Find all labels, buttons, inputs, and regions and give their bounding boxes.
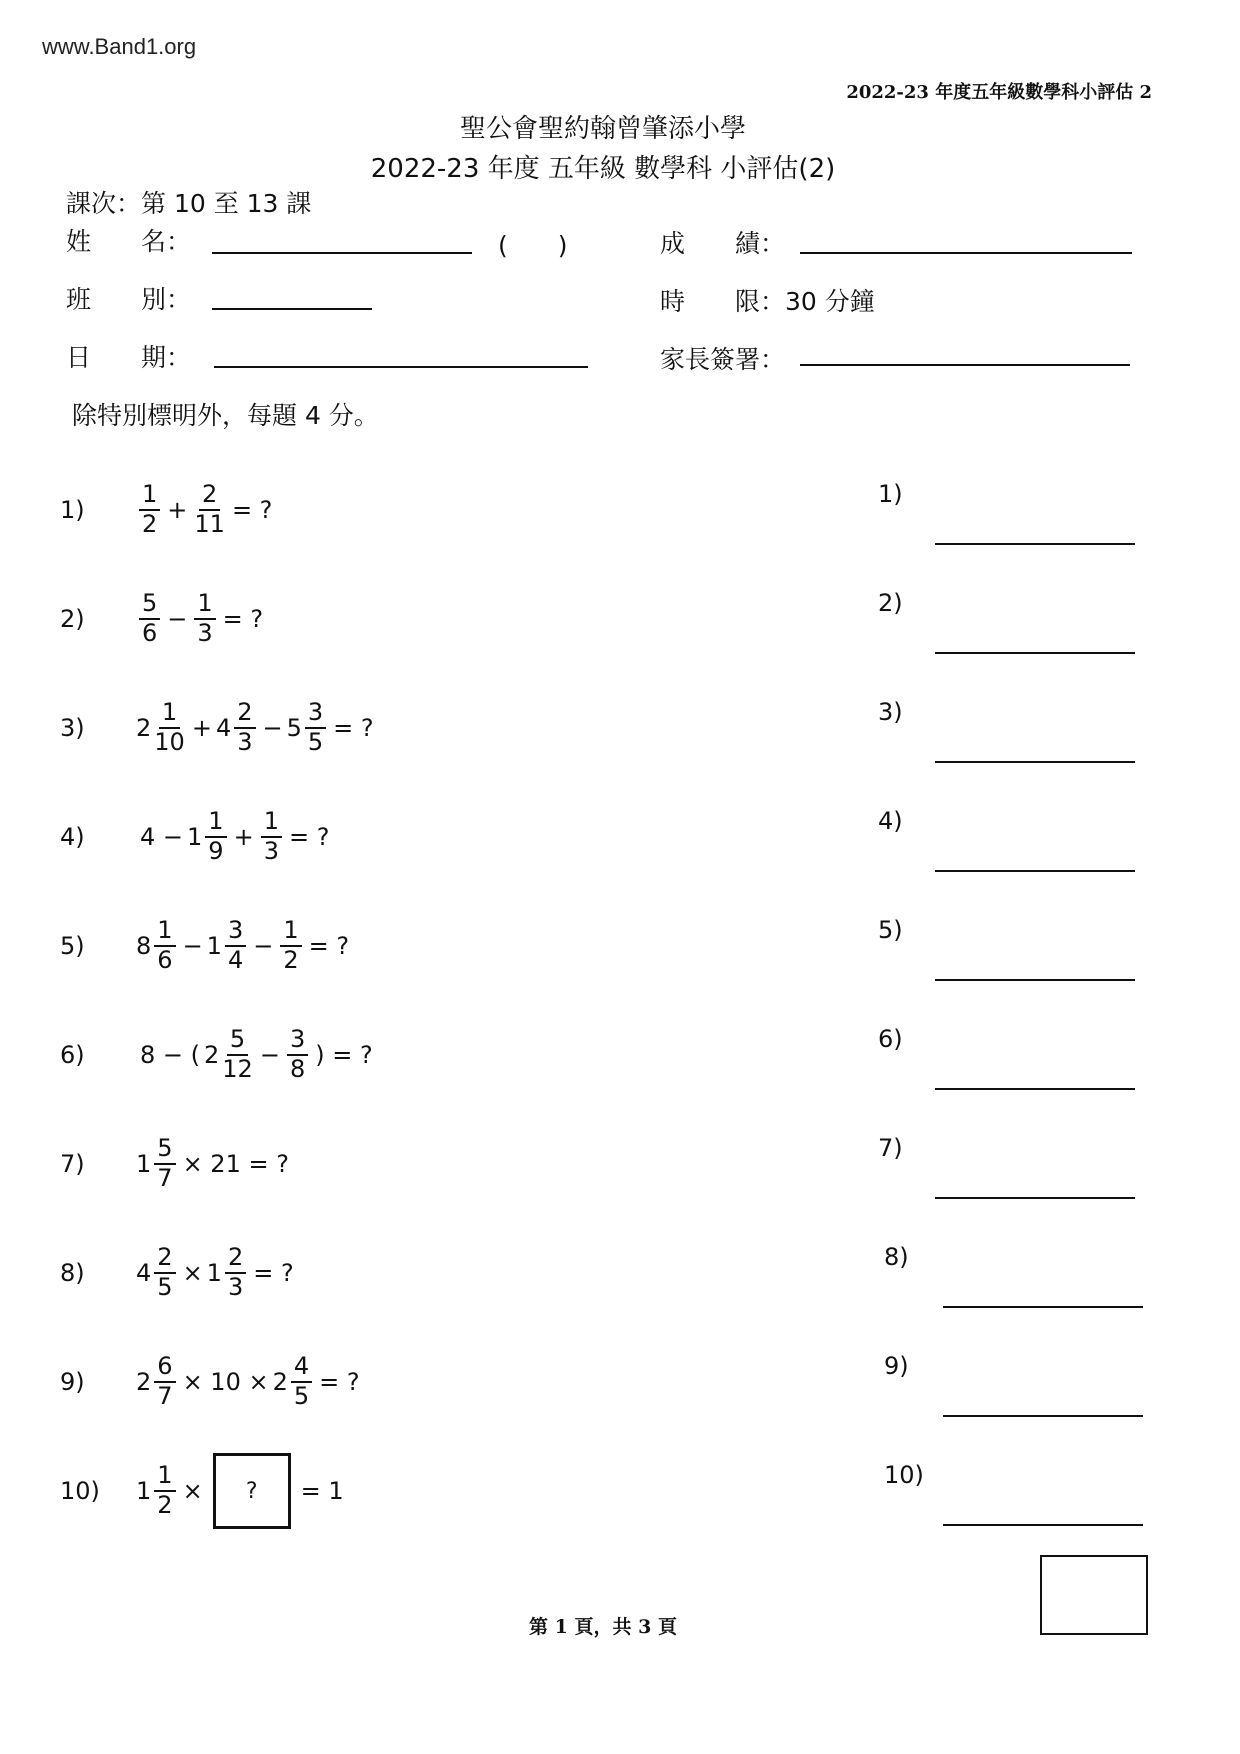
question-8 [60, 1233, 298, 1313]
numerator: 1 [159, 699, 180, 729]
answer-number: 10) [884, 1461, 924, 1489]
question-10 [60, 1451, 348, 1531]
school-name: 聖公會聖約翰曾肇添小學 [459, 114, 746, 144]
expression [136, 917, 353, 974]
denominator: 9 [208, 837, 224, 865]
mixed-number [273, 1353, 316, 1410]
fraction-stack [287, 1026, 308, 1083]
answer-number: 8) [884, 1243, 909, 1271]
operator: − [167, 605, 188, 633]
question-7 [60, 1124, 293, 1204]
numerator: 3 [305, 699, 326, 729]
fraction-stack [305, 699, 326, 756]
lessons: 課次：第 10 至 13 課 [66, 189, 312, 218]
denominator: 5 [157, 1273, 173, 1301]
numerator: 2 [199, 481, 220, 511]
denominator: 10 [154, 728, 185, 756]
numerator: 1 [139, 481, 160, 511]
denominator: 6 [142, 619, 158, 647]
fraction-stack [280, 917, 301, 974]
denominator: 4 [227, 946, 244, 974]
denominator: 2 [283, 946, 299, 974]
question-number: 7) [60, 1150, 85, 1178]
operator: 4 − [140, 823, 184, 851]
whole-part: 5 [286, 714, 302, 742]
operator: = ? [288, 823, 330, 851]
operator: = ? [222, 605, 264, 633]
whole-part: 2 [136, 1368, 152, 1396]
question-number: 10) [60, 1477, 100, 1505]
fraction-stack [154, 1353, 175, 1410]
answer-box[interactable]: ? [213, 1453, 291, 1529]
fraction-stack [154, 699, 185, 756]
fraction-stack [194, 590, 215, 647]
fraction-stack [261, 808, 282, 865]
operator: × 10 × [182, 1368, 269, 1396]
operator: 8 − ( [140, 1041, 200, 1069]
class-field[interactable] [212, 308, 372, 310]
whole-part: 1 [206, 932, 222, 960]
question-number: 6) [60, 1041, 85, 1069]
numerator: 1 [194, 590, 215, 620]
fraction-stack [291, 1353, 312, 1410]
denominator: 2 [157, 1491, 173, 1519]
question-number: 9) [60, 1368, 85, 1396]
mixed-number [136, 1135, 179, 1192]
fraction-stack [234, 699, 255, 756]
numerator: 1 [154, 917, 175, 947]
fraction-stack [205, 808, 226, 865]
whole-part: 1 [206, 1259, 222, 1287]
page-footer: 第 1 頁，共 3 頁 [529, 1616, 677, 1638]
answer-line[interactable] [935, 870, 1135, 872]
question-2 [60, 579, 267, 659]
fraction-stack [194, 481, 225, 538]
score-label: 成 績： [660, 229, 786, 258]
expression [136, 1353, 364, 1410]
denominator: 3 [197, 619, 213, 647]
answer-number: 1) [878, 480, 903, 508]
denominator: 3 [237, 728, 253, 756]
question-number: 1) [60, 496, 85, 524]
whole-part: 4 [215, 714, 232, 742]
parent-signature-field[interactable] [800, 364, 1130, 366]
denominator: 7 [157, 1382, 173, 1410]
name-label: 姓 名： [66, 227, 192, 256]
time-limit: 時 限：30 分鐘 [660, 287, 875, 316]
question-number: 2) [60, 605, 85, 633]
question-3 [60, 688, 378, 768]
denominator: 3 [263, 837, 279, 865]
operator: − [253, 932, 274, 960]
fraction [277, 917, 304, 974]
answer-line[interactable] [943, 1306, 1143, 1308]
mixed-number [204, 1026, 256, 1083]
operator: + [191, 714, 212, 742]
fraction-stack [154, 1135, 175, 1192]
mixed-number [287, 699, 330, 756]
operator: ) = ? [315, 1041, 373, 1069]
denominator: 8 [289, 1055, 306, 1083]
mixed-number [136, 1462, 179, 1519]
fraction-stack [225, 1244, 246, 1301]
answer-line[interactable] [935, 652, 1135, 654]
expression [136, 699, 378, 756]
answer-number: 3) [878, 698, 903, 726]
whole-part: 1 [187, 823, 203, 851]
mixed-number [136, 699, 188, 756]
whole-part: 2 [204, 1041, 220, 1069]
denominator: 12 [222, 1055, 253, 1083]
numerator: 5 [139, 590, 160, 620]
answer-line[interactable] [943, 1524, 1143, 1526]
operator: + [167, 496, 188, 524]
question-number: 8) [60, 1259, 85, 1287]
operator: = ? [333, 714, 374, 742]
answer-line[interactable] [935, 979, 1135, 981]
answer-number: 6) [878, 1025, 903, 1053]
numerator: 6 [154, 1353, 175, 1383]
operator: = ? [308, 932, 350, 960]
denominator: 2 [142, 510, 158, 538]
name-field[interactable] [212, 252, 472, 254]
operator: − [262, 714, 283, 742]
operator: + [233, 823, 254, 851]
numerator: 1 [280, 917, 301, 947]
date-field[interactable] [214, 366, 588, 368]
mixed-number [136, 917, 179, 974]
answer-number: 5) [878, 916, 903, 944]
operator: × 21 = ? [182, 1150, 289, 1178]
instruction: 除特別標明外，每題 4 分。 [72, 401, 379, 430]
question-4 [60, 797, 333, 877]
numerator: 4 [291, 1353, 312, 1383]
date-label: 日 期： [66, 343, 192, 372]
mixed-number [216, 699, 259, 756]
operator: × [182, 1259, 203, 1287]
whole-part: 4 [136, 1259, 152, 1287]
mixed-number [207, 1244, 250, 1301]
answer-line[interactable] [935, 1088, 1135, 1090]
fraction [136, 590, 163, 647]
question-5 [60, 906, 353, 986]
numerator: 5 [227, 1026, 248, 1056]
fraction-stack [139, 481, 160, 538]
operator: = ? [319, 1368, 360, 1396]
fraction-stack [139, 590, 160, 647]
operator: − [259, 1041, 280, 1069]
numerator: 3 [287, 1026, 308, 1056]
whole-part: 8 [136, 932, 152, 960]
question-1 [60, 470, 276, 550]
answer-number: 4) [878, 807, 903, 835]
fraction [191, 481, 228, 538]
question-number: 3) [60, 714, 85, 742]
mixed-number [136, 1244, 179, 1301]
question-6 [60, 1015, 377, 1095]
expression [136, 1026, 377, 1083]
numerator: 2 [154, 1244, 175, 1274]
denominator: 11 [194, 510, 225, 538]
fraction-stack [222, 1026, 253, 1083]
mixed-number [187, 808, 230, 865]
numerator: 5 [154, 1135, 175, 1165]
expression [136, 808, 333, 865]
class-number[interactable]: ( ) [498, 231, 568, 260]
whole-part: 1 [136, 1150, 152, 1178]
operator: × [182, 1477, 203, 1505]
denominator: 3 [227, 1273, 244, 1301]
numerator: 1 [261, 808, 282, 838]
fraction-stack [225, 917, 246, 974]
fraction-stack [154, 917, 175, 974]
denominator: 5 [293, 1382, 310, 1410]
question-number: 4) [60, 823, 85, 851]
fraction-stack [154, 1462, 175, 1519]
header-right: 2022-23 年度五年級數學科小評估 2 [846, 82, 1152, 103]
watermark: www.Band1.org [42, 34, 197, 59]
numerator: 1 [154, 1462, 175, 1492]
mixed-number [136, 1353, 179, 1410]
numerator: 2 [234, 699, 255, 729]
expression [136, 1135, 293, 1192]
answer-number: 2) [878, 589, 903, 617]
expression [136, 1244, 298, 1301]
denominator: 5 [307, 728, 324, 756]
score-field[interactable] [800, 252, 1132, 254]
expression [136, 481, 276, 538]
whole-part: 2 [272, 1368, 288, 1396]
fraction [284, 1026, 311, 1083]
operator: = ? [231, 496, 273, 524]
assessment-title: 2022-23 年度 五年級 數學科 小評估(2) [370, 154, 836, 184]
question-number: 5) [60, 932, 85, 960]
answer-line[interactable] [943, 1415, 1143, 1417]
numerator: 1 [205, 808, 226, 838]
expression [136, 590, 267, 647]
expression [136, 1453, 348, 1529]
numerator: 2 [225, 1244, 246, 1274]
operator: = 1 [300, 1477, 344, 1505]
operator: − [182, 932, 203, 960]
answer-line[interactable] [935, 1197, 1135, 1199]
fraction [258, 808, 285, 865]
answer-number: 7) [878, 1134, 903, 1162]
parent-signature-label: 家長簽署： [660, 345, 786, 374]
class-label: 班 別： [66, 285, 192, 314]
denominator: 7 [157, 1164, 173, 1192]
fraction [191, 590, 218, 647]
answer-line[interactable] [935, 543, 1135, 545]
answer-number: 9) [884, 1352, 909, 1380]
question-9 [60, 1342, 364, 1422]
numerator: 3 [225, 917, 246, 947]
whole-part: 1 [136, 1477, 152, 1505]
denominator: 6 [157, 946, 173, 974]
answer-line[interactable] [935, 761, 1135, 763]
mixed-number [207, 917, 250, 974]
operator: = ? [253, 1259, 294, 1287]
whole-part: 2 [136, 714, 152, 742]
fraction-stack [154, 1244, 175, 1301]
fraction [136, 481, 163, 538]
